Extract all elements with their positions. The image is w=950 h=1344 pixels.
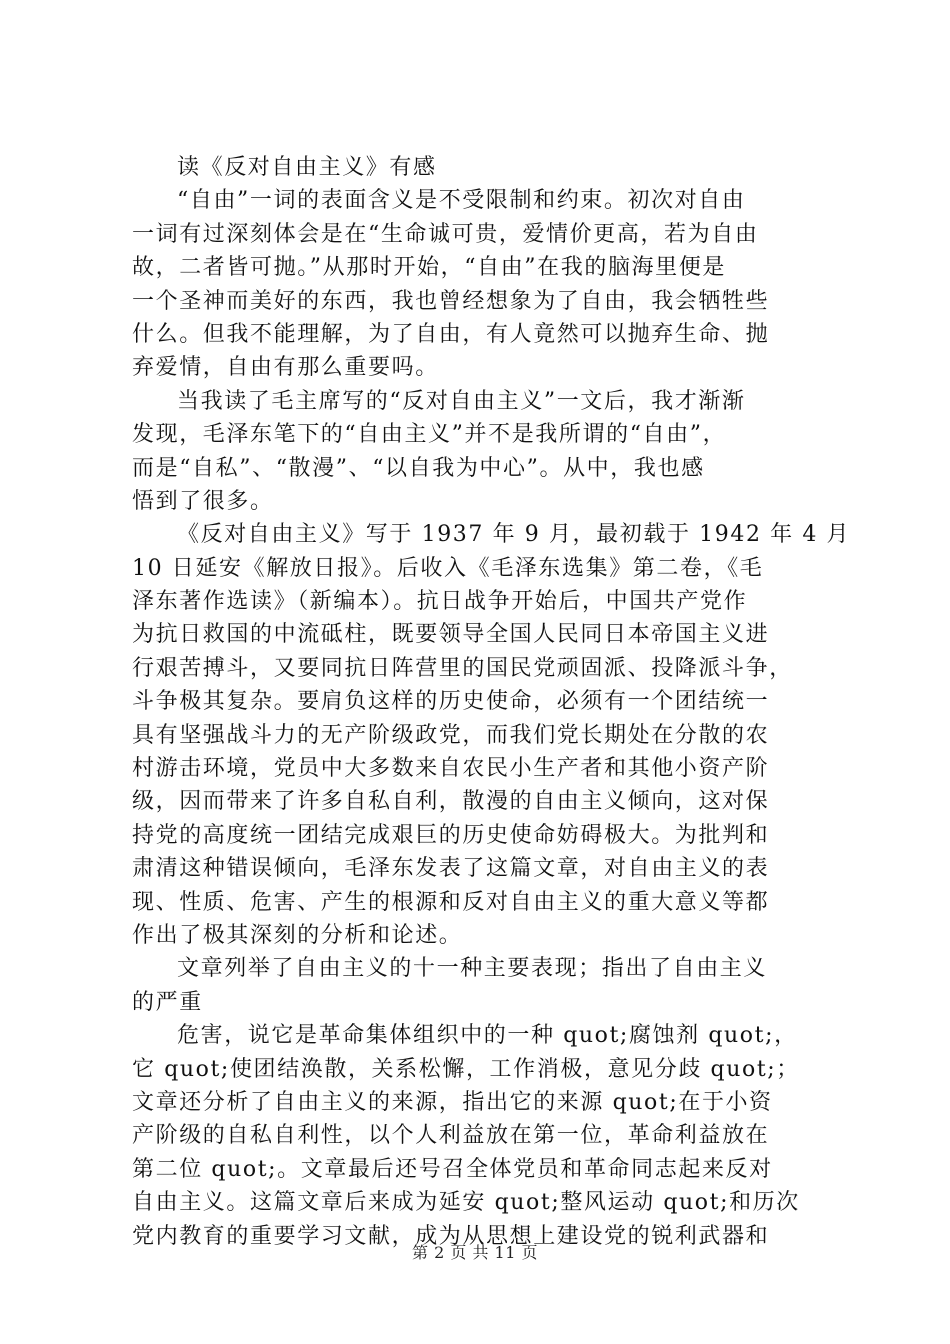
text-line: 持党的高度统一团结完成艰巨的历史使命妨碍极大。为批判和 <box>132 822 770 848</box>
text-line: 弃爱情，自由有那么重要吗。 <box>132 355 439 381</box>
text-line: 发现，毛泽东笔下的“自由主义”并不是我所谓的“自由”， <box>132 422 727 448</box>
text-line: 党内教育的重要学习文献，成为从思想上建设党的锐利武器和 <box>132 1223 770 1249</box>
text-line: 产阶级的自私自利性，以个人利益放在第一位，革命利益放在 <box>132 1123 770 1149</box>
text-line: 危害，说它是革命集体组织中的一种 quot;腐蚀剂 quot;， <box>177 1023 798 1049</box>
text-line: 级，因而带来了许多自私自利，散漫的自由主义倾向，这对保 <box>132 789 770 815</box>
article-body <box>132 151 851 1253</box>
text-line: 现、性质、危害、产生的根源和反对自由主义的重大意义等都 <box>132 889 770 915</box>
text-line: 它 quot;使团结涣散，关系松懈，工作消极，意见分歧 quot;； <box>132 1056 800 1082</box>
text-line: 泽东著作选读》（新编本）。抗日战争开始后，中国共产党作 <box>132 589 748 615</box>
text-line: 斗争极其复杂。要肩负这样的历史使命，必须有一个团结统一 <box>132 689 770 715</box>
text-line: 的严重 <box>132 989 203 1015</box>
text-line: 故，二者皆可抛。”从那时开始，“自由”在我的脑海里便是 <box>132 255 726 281</box>
text-line: 一个圣神而美好的东西，我也曾经想象为了自由，我会牺牲些 <box>132 288 770 314</box>
text-line: 文章还分析了自由主义的来源，指出它的来源 quot;在于小资 <box>132 1089 773 1115</box>
text-line: 当我读了毛主席写的“反对自由主义”一文后，我才渐渐 <box>177 388 746 414</box>
text-line: 文章列举了自由主义的十一种主要表现；指出了自由主义 <box>177 956 768 982</box>
text-line: 什么。但我不能理解，为了自由，有人竟然可以抛弃生命、抛 <box>132 321 770 347</box>
text-line: 《反对自由主义》写于 1937 年 9 月，最初载于 1942 年 4 月 <box>177 522 851 548</box>
text-line: 肃清这种错误倾向，毛泽东发表了这篇文章，对自由主义的表 <box>132 856 770 882</box>
text-line: 具有坚强战斗力的无产阶级政党，而我们党长期处在分散的农 <box>132 722 770 748</box>
article-title: 读《反对自由主义》有感 <box>177 155 437 180</box>
text-line: 悟到了很多。 <box>132 488 274 514</box>
text-line: 自由主义。这篇文章后来成为延安 quot;整风运动 quot;和历次 <box>132 1190 800 1216</box>
text-line: 为抗日救国的中流砥柱，既要领导全国人民同日本帝国主义进 <box>132 622 770 648</box>
text-line: 作出了极其深刻的分析和论述。 <box>132 922 463 948</box>
text-line: 一词有过深刻体会是在“生命诚可贵，爱情价更高，若为自由 <box>132 221 759 247</box>
text-line: “自由”一词的表面含义是不受限制和约束。初次对自由 <box>177 188 746 214</box>
text-line: 行艰苦搏斗，又要同抗日阵营里的国民党顽固派、投降派斗争， <box>132 655 793 681</box>
text-line: 第二位 quot;。文章最后还号召全体党员和革命同志起来反对 <box>132 1156 773 1182</box>
text-line: 而是“自私”、“散漫”、“以自我为中心”。从中，我也感 <box>132 455 705 481</box>
text-line: 10 日延安《解放日报》。后收入《毛泽东选集》第二卷，《毛 <box>132 555 764 581</box>
text-line: 村游击环境，党员中大多数来自农民小生产者和其他小资产阶 <box>132 756 770 782</box>
page-number-footer: 第 2 页 共 11 页 <box>412 1243 538 1262</box>
